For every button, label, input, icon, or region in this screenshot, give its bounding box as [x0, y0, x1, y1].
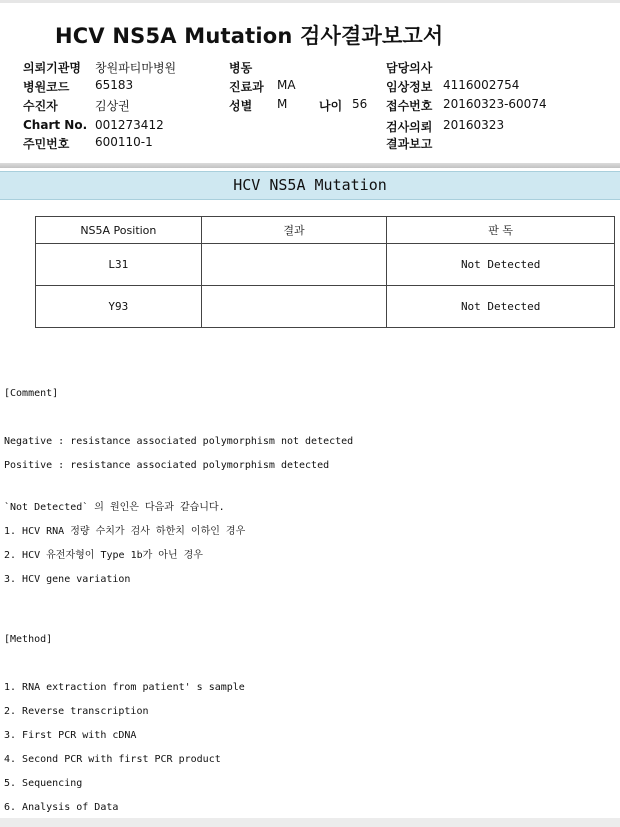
column-header-result: 결과	[201, 217, 387, 244]
position-cell: Y93	[36, 286, 202, 328]
table-row	[36, 244, 615, 286]
notes-section	[4, 376, 353, 826]
method-step: 3. First PCR with cDNA	[4, 730, 137, 741]
hospital-code-label: 병원코드	[23, 80, 70, 94]
institution-value: 창원파티마병원	[95, 61, 177, 75]
resident-no-value: 600110-1	[95, 135, 153, 149]
age-label: 나이	[319, 99, 343, 113]
section-title: HCV NS5A Mutation	[233, 176, 387, 194]
interpretation-cell: Not Detected	[387, 244, 615, 286]
hospital-code-value: 65183	[95, 78, 134, 92]
request-date-value: 20160323	[443, 118, 505, 132]
positive-definition: Positive : resistance associated polymorphism detected	[4, 460, 330, 471]
not-detected-intro: `Not Detected` 의 원인은 다음과 같습니다.	[4, 502, 225, 513]
results-table	[35, 216, 615, 328]
comment-heading: [Comment]	[4, 388, 59, 399]
position-cell: L31	[36, 244, 202, 286]
receipt-no-value: 20160323-60074	[443, 97, 547, 111]
resident-no-label: 주민번호	[23, 137, 70, 151]
cause-item: 2. HCV 유전자형이 Type 1b가 아닌 경우	[4, 550, 203, 561]
sex-label: 성별	[229, 99, 253, 113]
method-step: 2. Reverse transcription	[4, 706, 149, 717]
method-step: 6. Analysis of Data	[4, 802, 119, 813]
top-rule	[0, 0, 620, 3]
patient-label: 수진자	[23, 99, 58, 113]
table-row	[36, 286, 615, 328]
method-step: 5. Sequencing	[4, 778, 83, 789]
patient-info-grid	[0, 56, 620, 156]
section-banner	[0, 171, 620, 200]
result-cell	[201, 286, 387, 328]
column-header-position: NS5A Position	[36, 217, 202, 244]
method-step: 1. RNA extraction from patient' s sample	[4, 682, 245, 693]
institution-label: 의뢰기관명	[23, 61, 81, 75]
department-value: MA	[277, 78, 296, 92]
cause-item: 3. HCV gene variation	[4, 574, 131, 585]
header-divider	[0, 163, 620, 168]
department-label: 진료과	[229, 80, 264, 94]
request-date-label: 검사의뢰	[386, 120, 433, 134]
negative-definition: Negative : resistance associated polymorphism not detected	[4, 436, 354, 447]
column-header-interpretation: 판 독	[387, 217, 615, 244]
chart-no-value: 001273412	[95, 118, 164, 132]
chart-no-label: Chart No.	[23, 118, 88, 132]
ward-label: 병동	[229, 61, 253, 75]
patient-value: 김상권	[95, 99, 130, 113]
receipt-no-label: 접수번호	[386, 99, 433, 113]
clinical-info-value: 4116002754	[443, 78, 520, 92]
cause-item: 1. HCV RNA 정량 수치가 검사 하한치 이하인 경우	[4, 526, 246, 537]
sex-value: M	[277, 97, 288, 111]
bottom-rule	[0, 818, 620, 827]
result-cell	[201, 244, 387, 286]
doctor-label: 담당의사	[386, 61, 433, 75]
method-step: 4. Second PCR with first PCR product	[4, 754, 221, 765]
interpretation-cell: Not Detected	[387, 286, 615, 328]
report-title: HCV NS5A Mutation 검사결과보고서	[55, 24, 444, 48]
clinical-info-label: 임상정보	[386, 80, 433, 94]
method-heading: [Method]	[4, 634, 53, 645]
age-value: 56	[352, 97, 368, 111]
result-report-label: 결과보고	[386, 137, 433, 151]
table-header-row	[36, 217, 615, 244]
